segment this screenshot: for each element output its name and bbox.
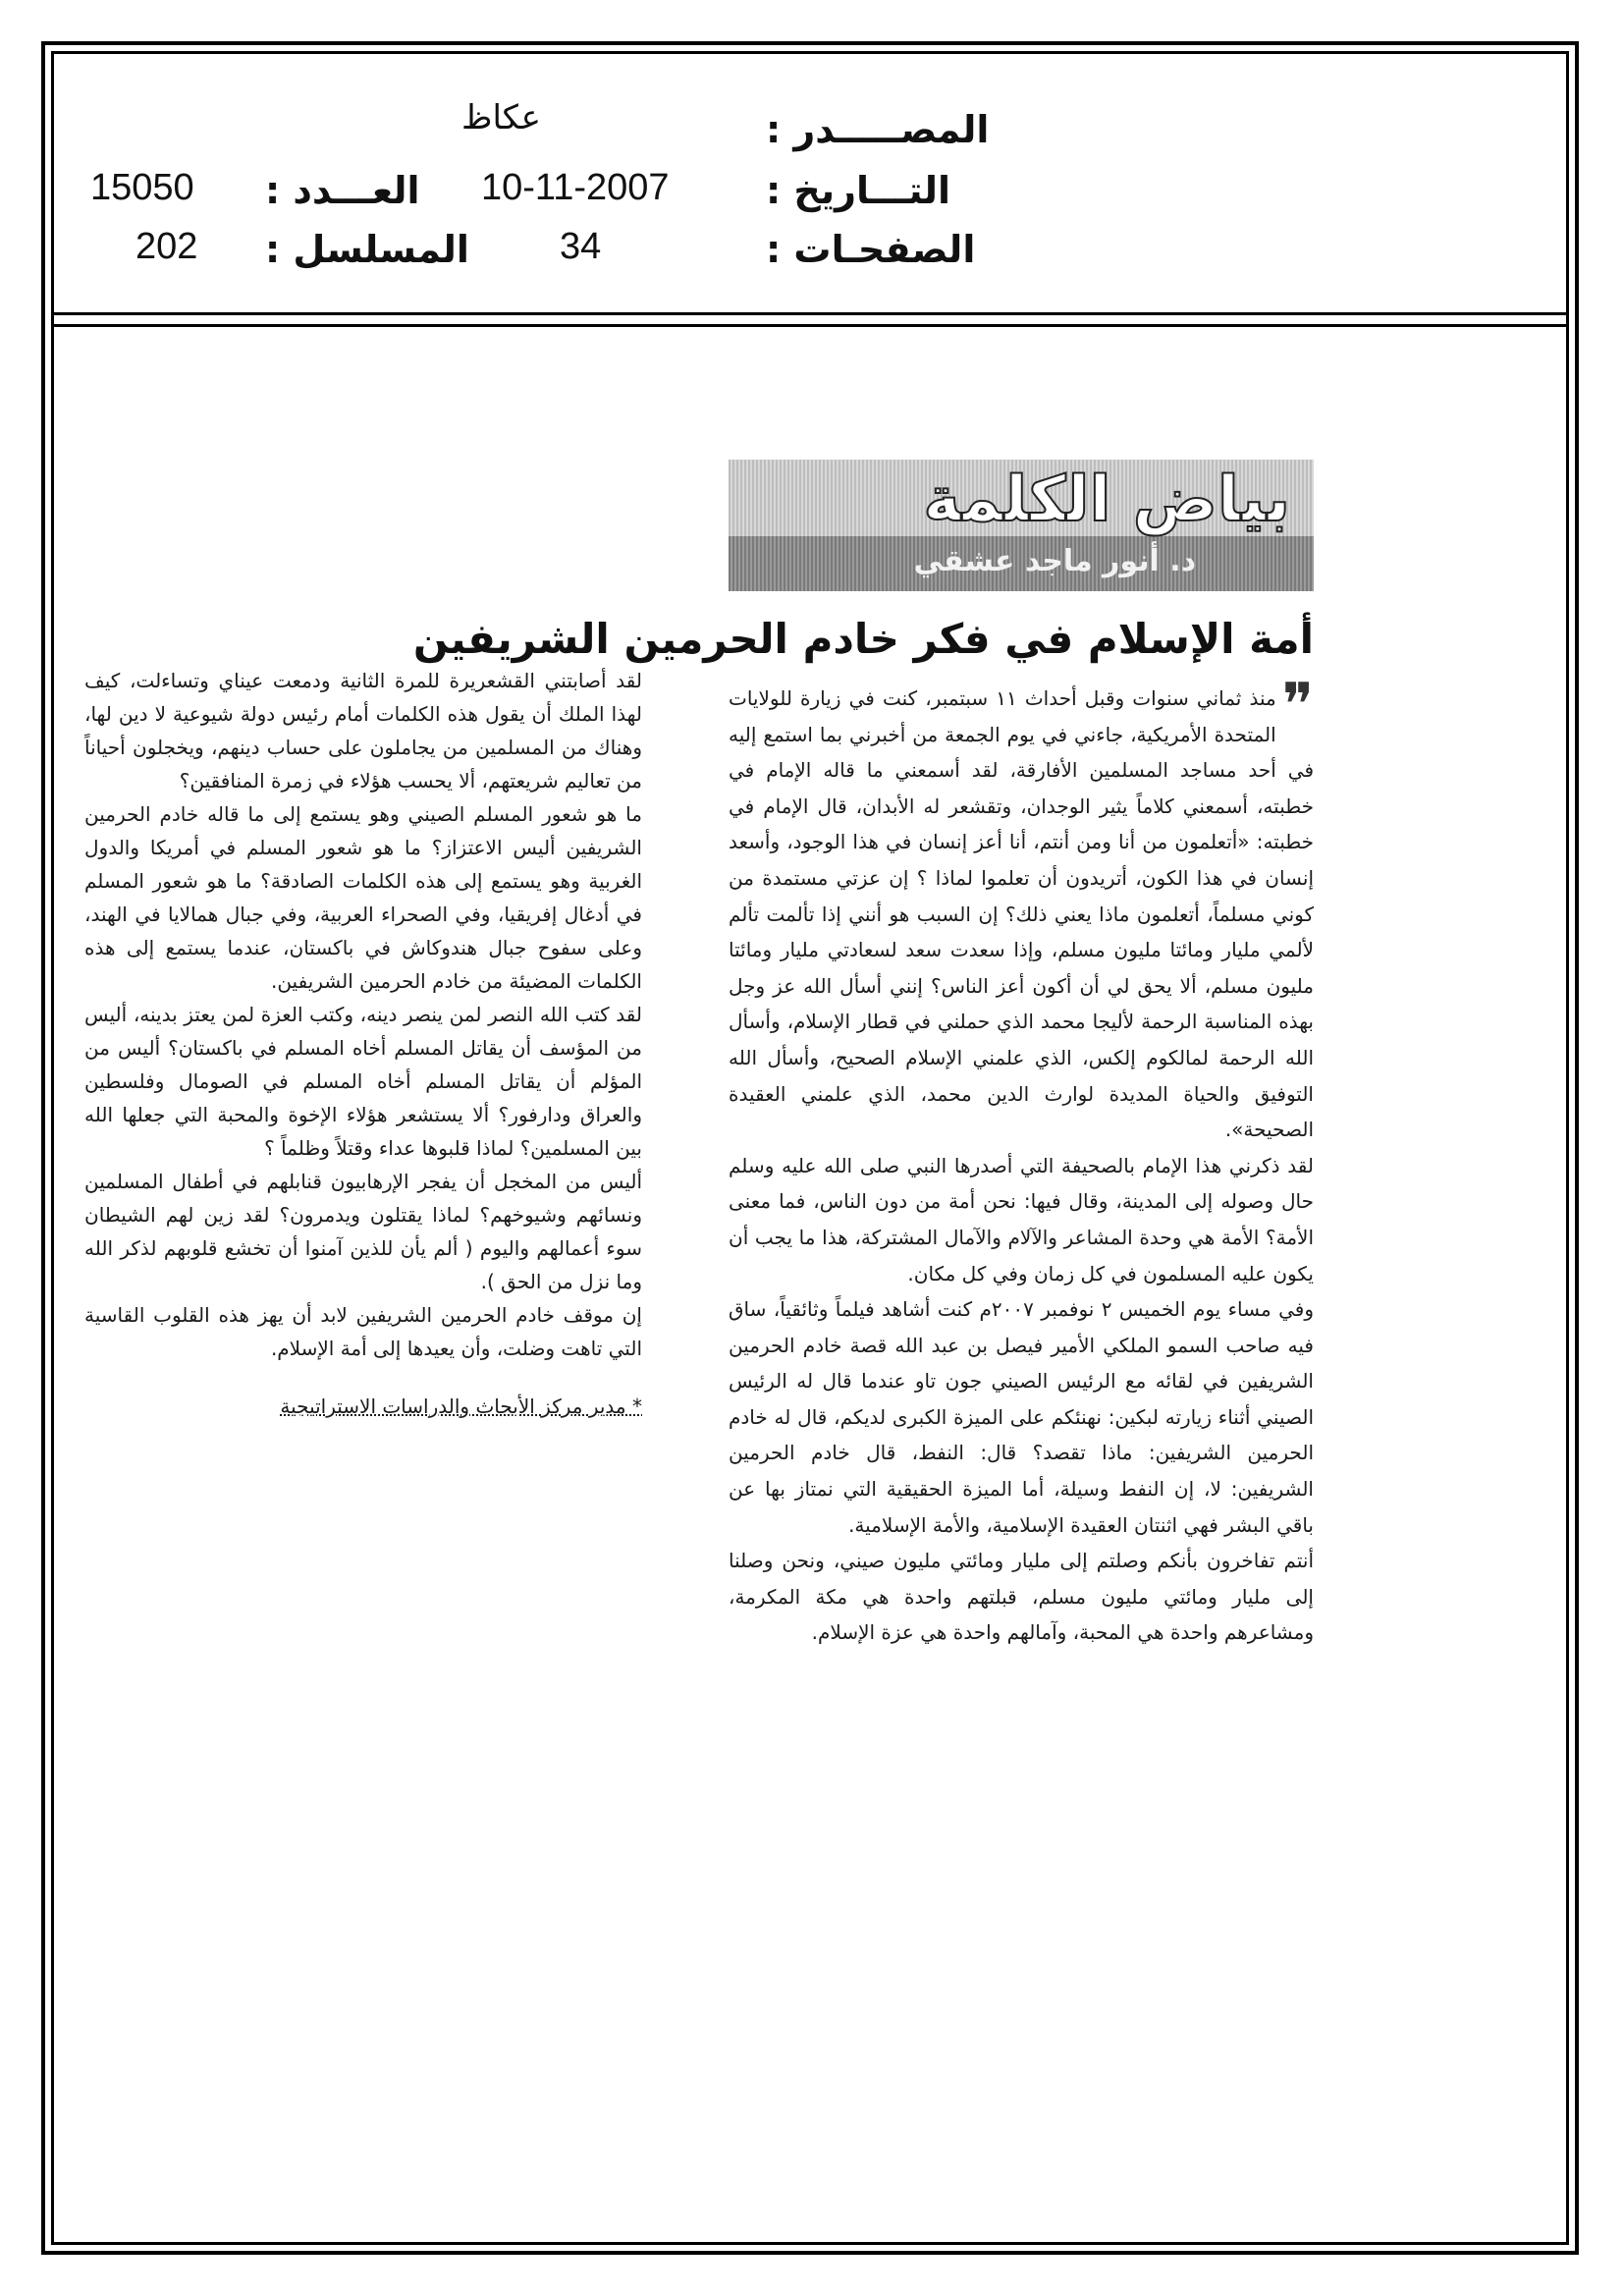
article-paragraph: أنتم تفاخرون بأنكم وصلتم إلى مليار ومائتي مليون صيني، ونحن وصلنا إلى مليار ومائتي مليون مسلم، قبلتهم واحدة هي مكة المكرمة، ومشاعرهم واحدة هي المحبة، وآمالهم واحدة هي عزة الإسلام. xyxy=(729,1549,1314,1645)
issue-value: 15050 xyxy=(90,167,194,208)
header-divider xyxy=(51,312,1569,315)
article-paragraph: لقد أصابتني القشعريرة للمرة الثانية ودمعت عيناي وتساءلت، كيف لهذا الملك أن يقول هذه الكلمات أمام رئيس دولة شيوعية لا دين لها، وهناك من المسلمين من يجاملون على حساب دينهم، ويخجلون أحياناً من تعاليم شريعتهم، ألا يحسب هؤلاء في زمرة المنافقين؟ xyxy=(84,669,642,793)
pages-value: 34 xyxy=(560,226,602,267)
column-banner xyxy=(729,460,1314,591)
source-value: عكاظ xyxy=(461,98,541,137)
article-paragraph: ❞ منذ ثماني سنوات وقبل أحداث ١١ سبتمبر، كنت في زيارة للولايات المتحدة الأمريكية، جاءني في يوم الجمعة من أخبرني بما استمع إليه في أحد مساجد المسلمين الأفارقة، لقد أسمعني ما قاله الإمام في خطبته، أسمعني كلاماً يثير الوجدان، وتقشعر له الأبدان، قال الإمام في خطبته: «أتعلمون من أنا ومن أنتم، أنا أعز إنسان في هذا الوجود، وأسعد إنسان في هذا الكون، أتريدون أن تعلموا لماذا ؟ إن عزتي مستمدة من كوني مسلماً، أتعلمون ماذا يعني ذلك؟ إن السبب هو أنني إذا تألمت تألم لألمي مليار ومائتا مليون مسلم، وإذا سعدت سعد لسعادتي مليار ومائتا مليون مسلم، ألا يحق لي أن أكون أعز الناس؟ إنني أسأل الله عز وجل بهذه المناسبة الرحمة لأليجا محمد الذي حملني في قطار الإسلام، وأسأل الله الرحمة لمالكوم إلكس، الذي علمني الإسلام الصحيح، وأسأل الله التوفيق والحياة المديدة لوارث الدين محمد، الذي علمني العقيدة الصحيحة». xyxy=(729,671,1314,1142)
article-paragraph: لقد ذكرني هذا الإمام بالصحيفة التي أصدرها النبي صلى الله عليه وسلم حال وصوله إلى المدينة، وقال فيها: نحن أمة من دون الناس، فما معنى الأمة؟ الأمة هي وحدة المشاعر والآلام والآمال المشتركة، هذا ما يجب أن يكون عليه المسلمون في كل زمان وفي كل مكان. xyxy=(729,1153,1314,1285)
article-headline: أمة الإسلام في فكر خادم الحرمين الشريفين xyxy=(412,615,1314,663)
source-label: المصـــــدر : xyxy=(766,108,990,151)
article-paragraph: وفي مساء يوم الخميس ٢ نوفمبر ٢٠٠٧م كنت أشاهد فيلماً وثائقياً، ساق فيه صاحب السمو الملكي الأمير فيصل بن عبد الله قصة خادم الحرمين الشريفين في لقائه مع الرئيس الصيني جون تاو عندما قال له الرئيس الصيني أثناء زيارته لبكين: نهنئكم على الميزة الكبرى لديكم، قال له خادم الحرمين الشريفين: ماذا تقصد؟ قال: النفط، قال خادم الحرمين الشريفين: لا، إن النفط وسيلة، أما الميزة الحقيقية التي نمتاز بها عن باقي البشر فهي اثنتان العقيدة الإسلامية، والأمة الإسلامية. xyxy=(729,1297,1314,1537)
date-label: التـــاريخ : xyxy=(766,169,950,212)
quote-mark-icon: ❞ xyxy=(1281,671,1314,739)
article-paragraph: إن موقف خادم الحرمين الشريفين لابد أن يهز هذه القلوب القاسية التي تاهت وضلت، وأن يعيدها إلى أمة الإسلام. xyxy=(84,1303,642,1360)
date-value: 10-11-2007 xyxy=(481,167,670,208)
column-name: بياض الكلمة xyxy=(923,464,1290,536)
article-paragraph: ما هو شعور المسلم الصيني وهو يستمع إلى ما قاله خادم الحرمين الشريفين أليس الاعتزاز؟ ما هو شعور المسلم في أمريكا والدول الغربية وهو يستمع إلى هذه الكلمات الصادقة؟ ما هو شعور المسلم في أدغال إفريقيا، وفي الصحراء العربية، وفي جبال همالايا في الهند، وعلى سفوح جبال هندوكاش في باكستان، عندما يستمع إلى هذه الكلمات المضيئة من خادم الحرمين الشريفين. xyxy=(84,802,642,993)
author-name: د. أنور ماجد عشقي xyxy=(913,544,1196,578)
serial-value: 202 xyxy=(135,226,198,267)
author-footnote: * مدير مركز الأبحاث والدراسات الاستراتيجية xyxy=(280,1394,642,1418)
pages-label: الصفحـات : xyxy=(766,228,976,271)
header-divider-2 xyxy=(51,324,1569,327)
serial-label: المسلسل : xyxy=(265,228,469,271)
article-paragraph: أليس من المخجل أن يفجر الإرهابيون قنابلهم في أطفال المسلمين ونسائهم وشيوخهم؟ لماذا يقتلون ويدمرون؟ لقد زين لهم الشيطان سوء أعمالهم واليوم ( ألم يأن للذين آمنوا أن تخشع قلوبهم لذكر الله وما نزل من الحق ). xyxy=(84,1170,642,1293)
article-left-column xyxy=(84,664,642,1418)
issue-label: العـــدد : xyxy=(265,169,420,212)
article-paragraph: لقد كتب الله النصر لمن ينصر دينه، وكتب العزة لمن يعتز بدينه، أليس من المؤسف أن يقاتل المسلم أخاه المسلم في باكستان؟ أليس من المؤلم أن يقاتل المسلم أخاه المسلم في الصومال وفلسطين والعراق ودارفور؟ ألا يستشعر هؤلاء الإخوة والمحبة التي جعلها الله بين المسلمين؟ لماذا قلبوها عداء وقتلاً وظلماً ؟ xyxy=(84,1003,642,1160)
